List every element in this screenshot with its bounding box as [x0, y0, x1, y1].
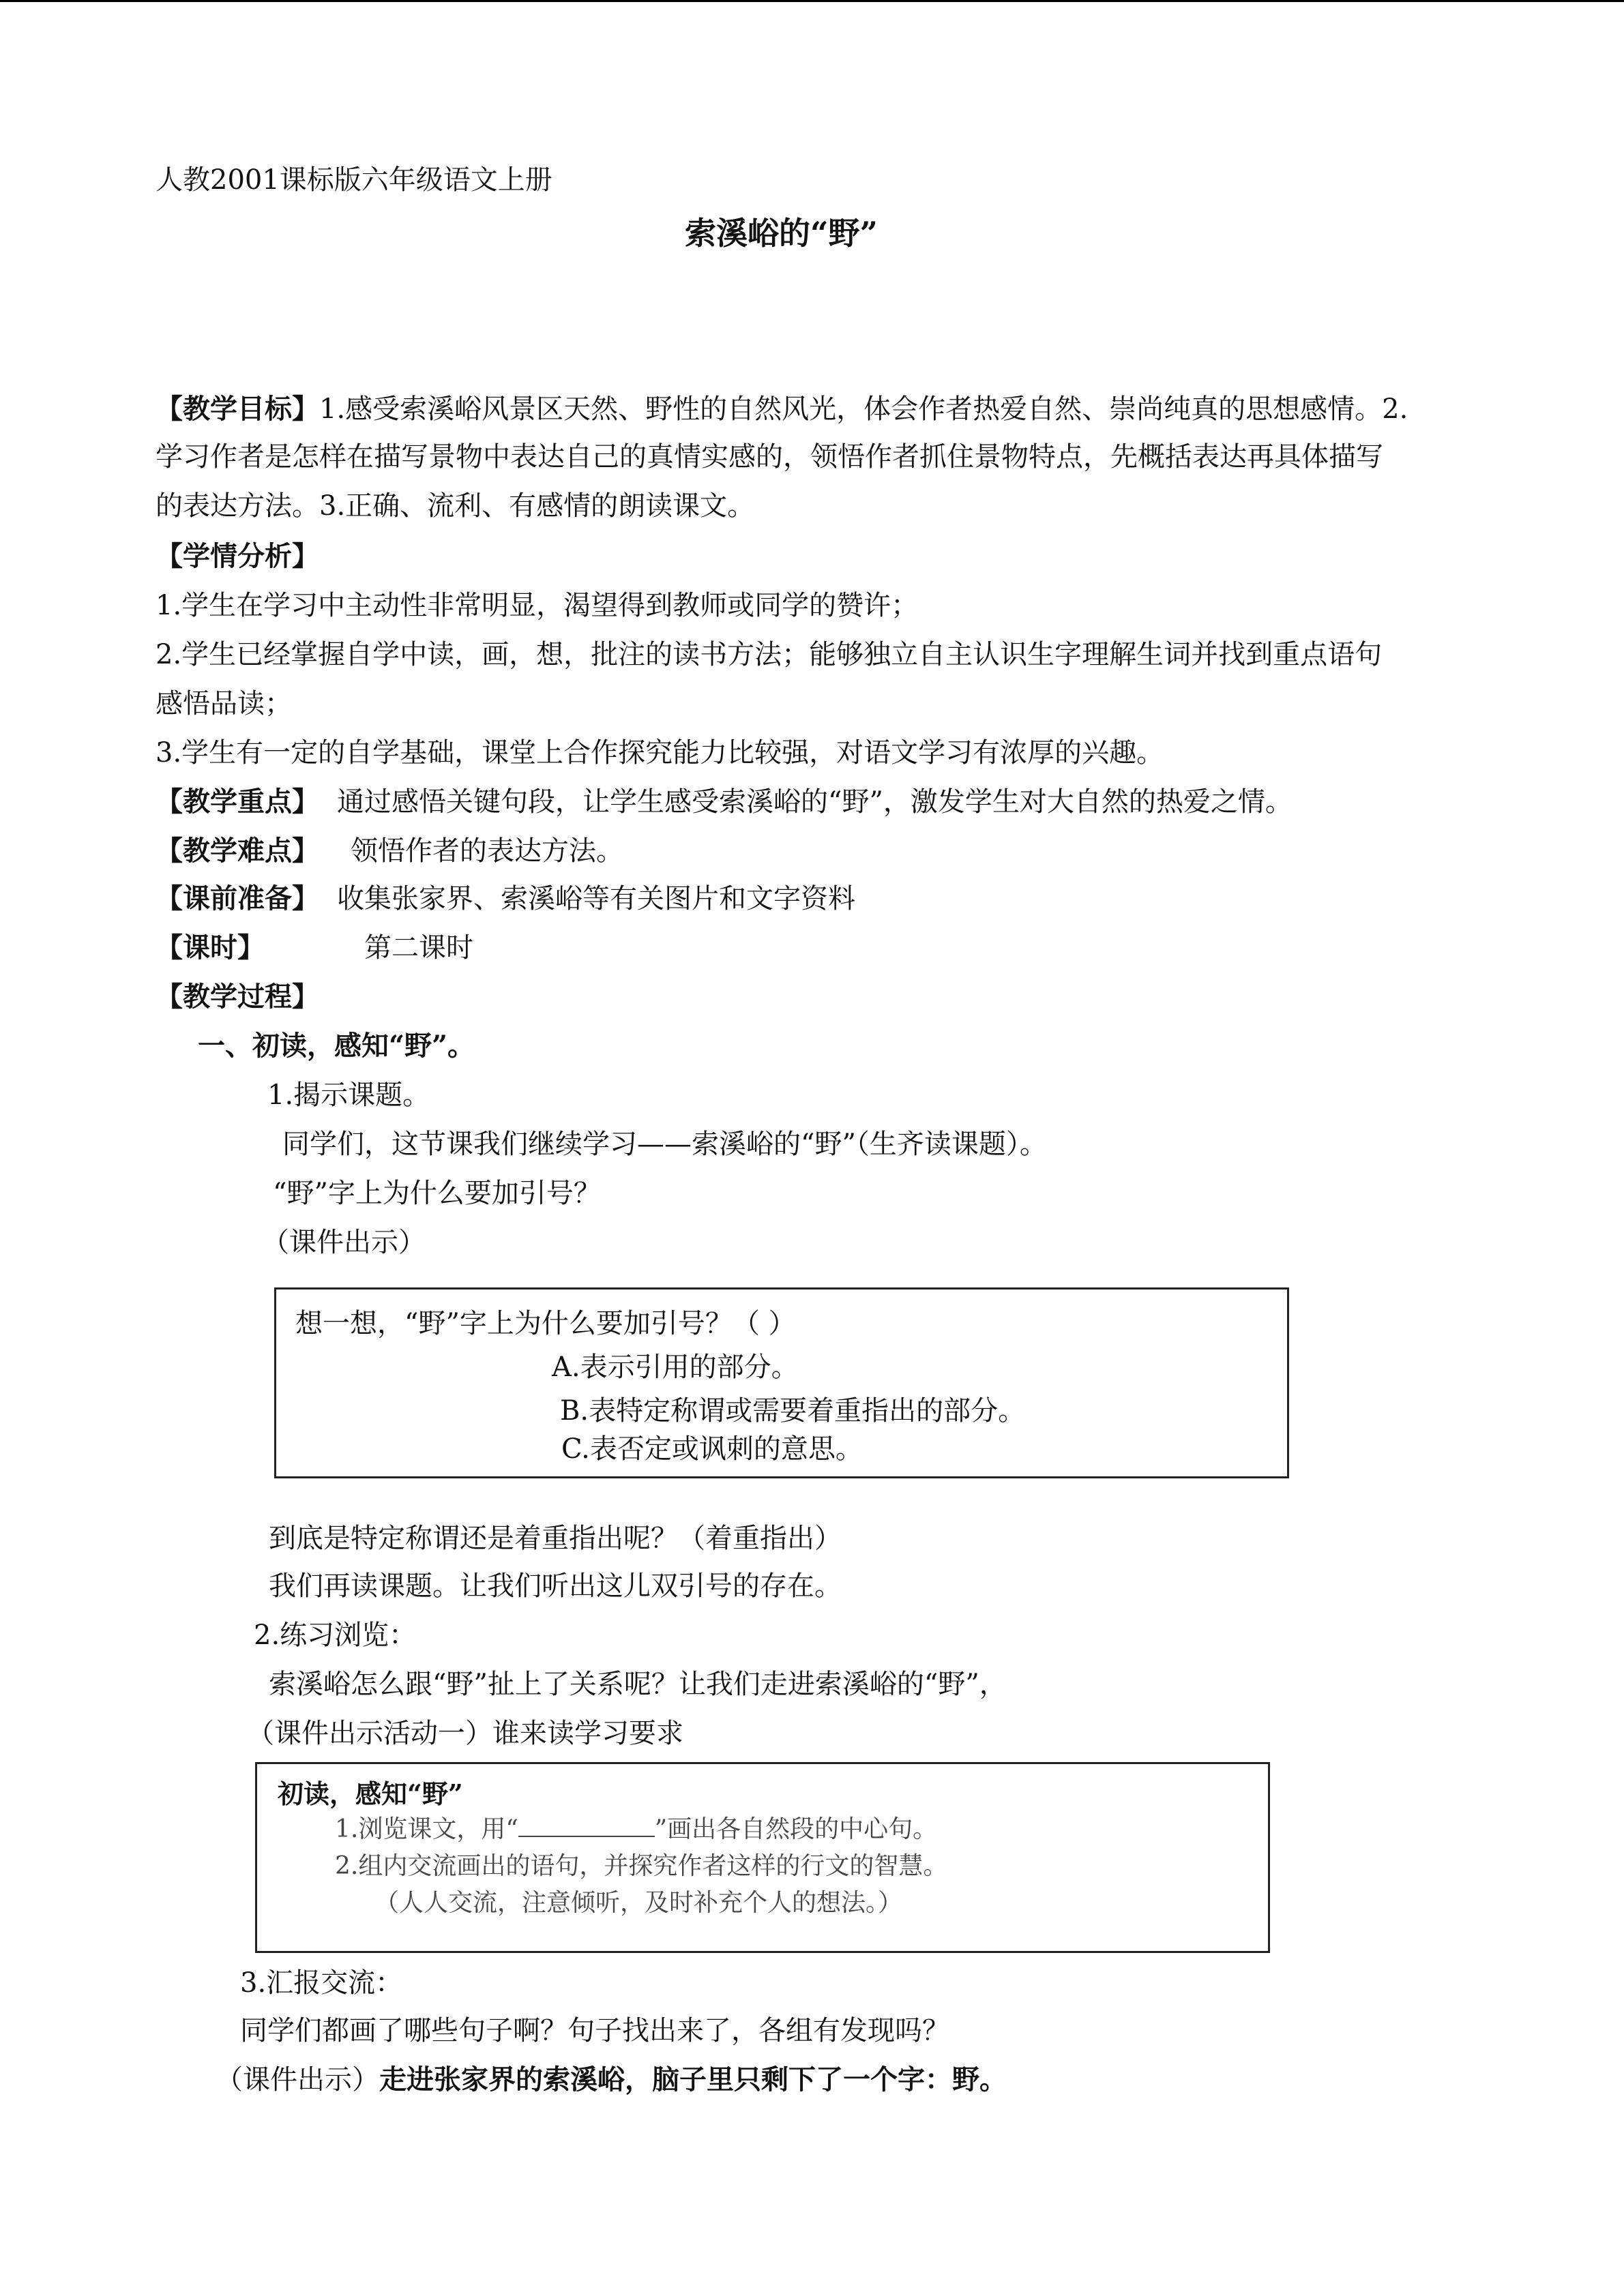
period-label: 【课时】: [156, 931, 265, 964]
difficulty-row: [156, 833, 623, 869]
process-line-a: 同学们，这节课我们继续学习——索溪峪的“野”（生齐读课题）。: [282, 1129, 1047, 1160]
activity-box: [255, 1762, 1270, 1953]
key-point-text: 通过感悟关键句段，让学生感受索溪峪的“野”，激发学生对大自然的热爱之情。: [337, 786, 1293, 818]
analysis-item-1: 1.学生在学习中主动性非常明显，渴望得到教师或同学的赞许；: [156, 590, 919, 621]
goals-line1: [156, 391, 1408, 427]
process-line-i-prefix: （课件出示）: [216, 2064, 379, 2096]
analysis-item-3: 3.学生有一定的自学基础，课堂上合作探究能力比较强，对语文学习有浓厚的兴趣。: [156, 737, 1164, 769]
process-line-g: （课件出示活动一）谁来读学习要求: [247, 1718, 683, 1749]
analysis-item-2a: 2.学生已经掌握自学中读，画，想，批注的读书方法；能够独立自主认识生字理解生词并找到重点语句: [156, 639, 1383, 670]
preparation-row: [156, 881, 855, 916]
activity-req-3: （人人交流，注意倾听，及时补充个人的想法。）: [374, 1889, 903, 1917]
key-point-label: 【教学重点】: [156, 786, 319, 818]
goals-label: 【教学目标】: [156, 393, 319, 425]
process-line-i-bold: 走进张家界的索溪峪，脑子里只剩下了一个字：野。: [379, 2063, 1007, 2096]
underline-blank: [518, 1815, 655, 1837]
textbook-label: 人教2001课标版六年级语文上册: [156, 164, 552, 196]
process-line-d: 到底是特定称谓还是着重指出呢？（着重指出）: [269, 1523, 842, 1554]
quiz-option-a: A.表示引用的部分。: [552, 1352, 799, 1383]
period-row: [156, 930, 473, 966]
period-text: 第二课时: [364, 932, 473, 964]
process-line-b: “野”字上为什么要加引号？: [273, 1178, 601, 1209]
goals-text1: 1.感受索溪峪风景区天然、野性的自然风光，体会作者热爱自然、崇尚纯真的思想感情。2.: [319, 393, 1408, 425]
page-title: 索溪峪的“野”: [685, 215, 878, 252]
difficulty-label: 【教学难点】: [156, 835, 319, 867]
analysis-item-2b: 感悟品读；: [156, 688, 292, 719]
page-top-border: [0, 0, 1624, 2]
quiz-question: 想一想，“野”字上为什么要加引号？（ ）: [295, 1308, 796, 1339]
process-line-c: （课件出示）: [262, 1227, 426, 1258]
difficulty-text: 领悟作者的表达方法。: [351, 835, 623, 867]
activity-req-1: [335, 1812, 937, 1847]
quiz-option-b: B.表特定称谓或需要着重指出的部分。: [560, 1395, 1026, 1427]
step-3: 3.汇报交流：: [240, 1967, 403, 1999]
process-line-f: 索溪峪怎么跟“野”扯上了关系呢？让我们走进索溪峪的“野”，: [269, 1669, 1007, 1700]
activity-heading: 初读，感知“野”: [278, 1778, 463, 1809]
quiz-box: [274, 1287, 1289, 1478]
preparation-label: 【课前准备】: [156, 882, 319, 914]
activity-req-2: 2.组内交流画出的语句，并探究作者这样的行文的智慧。: [335, 1852, 948, 1880]
preparation-text: 收集张家界、索溪峪等有关图片和文字资料: [337, 883, 855, 914]
process-line-e: 我们再读课题。让我们听出这儿双引号的存在。: [269, 1570, 842, 1602]
key-point-row: [156, 784, 1293, 820]
section-heading-1: 一、初读，感知“野”。: [198, 1030, 475, 1062]
process-label: 【教学过程】: [156, 981, 319, 1013]
step-2: 2.练习浏览：: [254, 1620, 417, 1651]
process-line-h: 同学们都画了哪些句子啊？句子找出来了，各组有发现吗？: [240, 2015, 949, 2046]
activity-req-1-pre: 1.浏览课文，用“: [335, 1815, 518, 1843]
process-line-i: [216, 2062, 1007, 2098]
analysis-label: 【学情分析】: [156, 540, 319, 572]
activity-req-1-post: ”画出各自然段的中心句。: [654, 1815, 938, 1843]
goals-line3: 的表达方法。3.正确、流利、有感情的朗读课文。: [156, 490, 755, 522]
goals-line2: 学习作者是怎样在描写景物中表达自己的真情实感的，领悟作者抓住景物特点，先概括表达再具体描写: [156, 441, 1383, 473]
quiz-option-c: C.表否定或讽刺的意思。: [561, 1433, 863, 1465]
step-1: 1.揭示课题。: [267, 1079, 430, 1111]
